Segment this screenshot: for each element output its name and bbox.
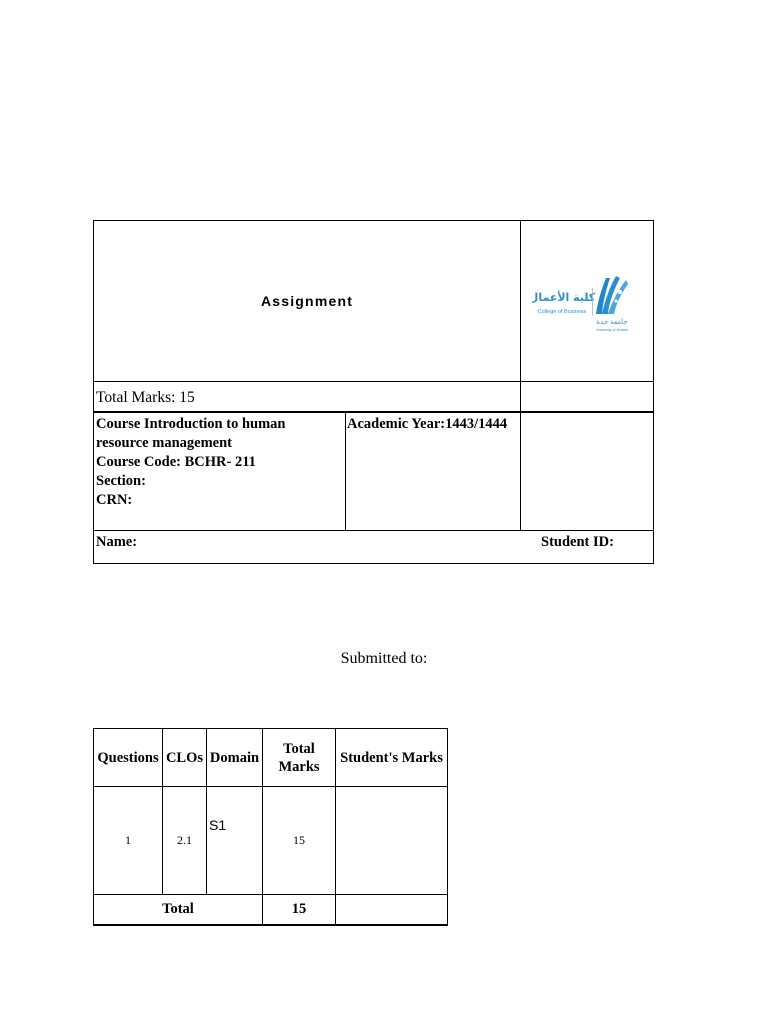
table-header-row [94,729,448,787]
svg-text:جامعة جدة: جامعة جدة [596,318,628,326]
header-clos: CLOs [163,729,207,787]
course-name-line-1: Course Introduction to human [96,416,286,432]
table-border-right [653,220,654,564]
svg-text:College of Business: College of Business [537,309,587,315]
name-label: Name: [96,534,138,550]
cell-student-marks [336,787,448,895]
table-border-bottom [93,563,654,564]
submitted-to-label: Submitted to: [340,650,428,667]
header-total-marks: Total Marks [263,729,336,787]
total-value: 15 [263,895,336,926]
course-name-line-2: resource management [96,435,232,451]
section-label: Section: [96,473,146,489]
academic-year: Academic Year:1443/1444 [347,416,508,432]
total-marks-label: Total Marks: 15 [96,389,195,406]
cell-question: 1 [94,787,163,895]
svg-text:University of Jeddah: University of Jeddah [596,328,628,332]
table-divider-h1 [93,381,654,382]
cell-domain: S1 [207,787,263,895]
header-domain: Domain [207,729,263,787]
table-divider-v1 [520,220,521,530]
table-divider-h3 [93,530,654,531]
table-divider-h2 [93,411,654,413]
total-student-marks [336,895,448,926]
marks-table [93,728,448,926]
header-questions: Questions [94,729,163,787]
crn-label: CRN: [96,492,133,508]
table-divider-v2 [345,412,346,530]
header-students-marks: Student's Marks [336,729,448,787]
table-row [94,787,448,895]
student-id-label: Student ID: [541,534,614,550]
course-code: Course Code: BCHR- 211 [96,454,256,470]
cell-total: 15 [263,787,336,895]
cell-clo: 2.1 [163,787,207,895]
document-title: Assignment [260,293,354,309]
svg-text:كلية الأعمال: كلية الأعمال [532,291,596,304]
table-total-row [94,895,448,926]
total-label: Total [94,895,263,926]
college-logo-graphic [532,270,632,336]
college-logo [532,270,632,336]
